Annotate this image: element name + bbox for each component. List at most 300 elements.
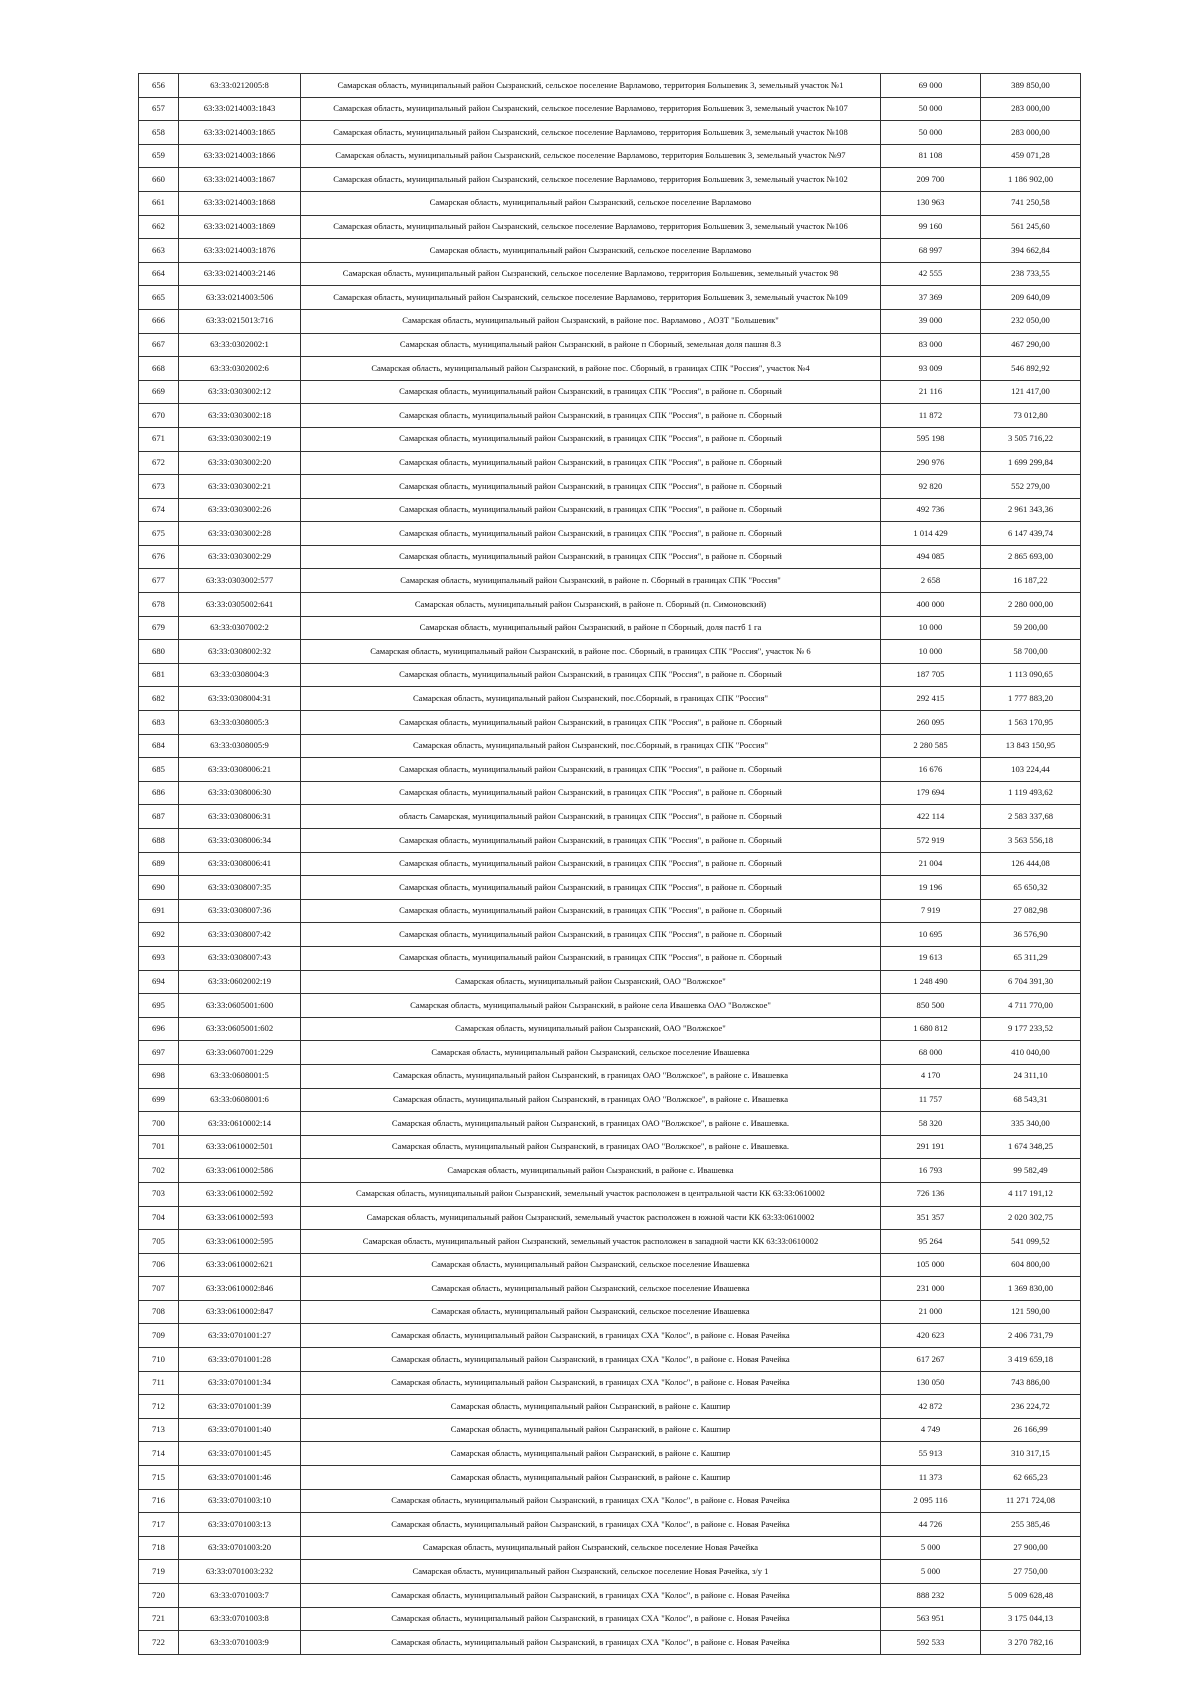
area-cell: 130 050 xyxy=(881,1371,981,1395)
row-number-cell: 658 xyxy=(139,121,179,145)
cadastral-number-cell: 63:33:0610002:595 xyxy=(179,1230,301,1254)
cadastral-number-cell: 63:33:0308007:43 xyxy=(179,946,301,970)
area-cell: 92 820 xyxy=(881,475,981,499)
cadastral-number-cell: 63:33:0303002:28 xyxy=(179,522,301,546)
row-number-cell: 696 xyxy=(139,1017,179,1041)
area-cell: 83 000 xyxy=(881,333,981,357)
address-cell: Самарская область, муниципальный район Сызранский, в границах СПК "Россия", в районе п. Сборный xyxy=(301,475,881,499)
row-number-cell: 720 xyxy=(139,1584,179,1608)
cadastral-value-cell: 3 419 659,18 xyxy=(981,1348,1081,1372)
cadastral-value-cell: 27 750,00 xyxy=(981,1560,1081,1584)
area-cell: 11 757 xyxy=(881,1088,981,1112)
table-row xyxy=(139,1017,1081,1041)
address-cell: Самарская область, муниципальный район Сызранский, сельское поселение Варламово, территория Большевик 3, земельный участок №97 xyxy=(301,144,881,168)
cadastral-value-cell: 255 385,46 xyxy=(981,1513,1081,1537)
table-row xyxy=(139,640,1081,664)
table-row xyxy=(139,663,1081,687)
cadastral-value-cell: 13 843 150,95 xyxy=(981,734,1081,758)
row-number-cell: 681 xyxy=(139,663,179,687)
row-number-cell: 656 xyxy=(139,74,179,98)
address-cell: Самарская область, муниципальный район Сызранский, в районе п. Сборный (п. Симоновский) xyxy=(301,593,881,617)
area-cell: 130 963 xyxy=(881,191,981,215)
row-number-cell: 711 xyxy=(139,1371,179,1395)
area-cell: 21 116 xyxy=(881,380,981,404)
row-number-cell: 679 xyxy=(139,616,179,640)
table-row xyxy=(139,262,1081,286)
address-cell: Самарская область, муниципальный район Сызранский, сельское поселение Варламово xyxy=(301,191,881,215)
table-row xyxy=(139,876,1081,900)
cadastral-number-cell: 63:33:0610002:847 xyxy=(179,1300,301,1324)
cadastral-value-cell: 6 704 391,30 xyxy=(981,970,1081,994)
area-cell: 209 700 xyxy=(881,168,981,192)
cadastral-number-cell: 63:33:0701001:40 xyxy=(179,1418,301,1442)
row-number-cell: 695 xyxy=(139,994,179,1018)
address-cell: Самарская область, муниципальный район Сызранский, в районе п Сборный, земельная доля пашня 8.3 xyxy=(301,333,881,357)
address-cell: Самарская область, муниципальный район Сызранский, пос.Сборный, в границах СПК "Россия" xyxy=(301,734,881,758)
cadastral-value-cell: 1 186 902,00 xyxy=(981,168,1081,192)
address-cell: Самарская область, муниципальный район Сызранский, сельское поселение Варламово, территория Большевик 3, земельный участок №109 xyxy=(301,286,881,310)
cadastral-number-cell: 63:33:0308006:34 xyxy=(179,829,301,853)
table-row xyxy=(139,994,1081,1018)
table-row xyxy=(139,451,1081,475)
address-cell: Самарская область, муниципальный район Сызранский, в границах СХА "Колос", в районе с. Новая Рачейка xyxy=(301,1584,881,1608)
row-number-cell: 716 xyxy=(139,1489,179,1513)
cadastral-number-cell: 63:33:0308007:42 xyxy=(179,923,301,947)
address-cell: Самарская область, муниципальный район Сызранский, ОАО "Волжское" xyxy=(301,970,881,994)
address-cell: Самарская область, муниципальный район Сызранский, сельское поселение Ивашевка xyxy=(301,1277,881,1301)
table-row xyxy=(139,1064,1081,1088)
address-cell: Самарская область, муниципальный район Сызранский, сельское поселение Новая Рачейка, з/у 1 xyxy=(301,1560,881,1584)
area-cell: 42 555 xyxy=(881,262,981,286)
area-cell: 492 736 xyxy=(881,498,981,522)
row-number-cell: 665 xyxy=(139,286,179,310)
table-row xyxy=(139,734,1081,758)
cadastral-value-cell: 1 674 348,25 xyxy=(981,1135,1081,1159)
cadastral-number-cell: 63:33:0608001:6 xyxy=(179,1088,301,1112)
cadastral-value-cell: 27 082,98 xyxy=(981,899,1081,923)
table-row xyxy=(139,498,1081,522)
address-cell: Самарская область, муниципальный район Сызранский, сельское поселение Варламово, территория Большевик 3, земельный участок №1 xyxy=(301,74,881,98)
address-cell: Самарская область, муниципальный район Сызранский, в районе п Сборный, доля пастб 1 га xyxy=(301,616,881,640)
cadastral-number-cell: 63:33:0701001:39 xyxy=(179,1395,301,1419)
row-number-cell: 667 xyxy=(139,333,179,357)
row-number-cell: 698 xyxy=(139,1064,179,1088)
table-row xyxy=(139,829,1081,853)
row-number-cell: 673 xyxy=(139,475,179,499)
address-cell: Самарская область, муниципальный район Сызранский, в границах СХА "Колос", в районе с. Новая Рачейка xyxy=(301,1371,881,1395)
table-row xyxy=(139,427,1081,451)
area-cell: 422 114 xyxy=(881,805,981,829)
cadastral-number-cell: 63:33:0701001:45 xyxy=(179,1442,301,1466)
cadastral-number-cell: 63:33:0303002:20 xyxy=(179,451,301,475)
table-row xyxy=(139,380,1081,404)
address-cell: Самарская область, муниципальный район Сызранский, в границах СПК "Россия", в районе п. Сборный xyxy=(301,380,881,404)
cadastral-value-cell: 126 444,08 xyxy=(981,852,1081,876)
cadastral-value-cell: 3 505 716,22 xyxy=(981,427,1081,451)
address-cell: Самарская область, муниципальный район Сызранский, в границах СПК "Россия", в районе п. Сборный xyxy=(301,946,881,970)
cadastral-number-cell: 63:33:0610002:14 xyxy=(179,1112,301,1136)
cadastral-value-cell: 24 311,10 xyxy=(981,1064,1081,1088)
cadastral-value-cell: 6 147 439,74 xyxy=(981,522,1081,546)
address-cell: Самарская область, муниципальный район Сызранский, в границах СХА "Колос", в районе с. Новая Рачейка xyxy=(301,1513,881,1537)
row-number-cell: 663 xyxy=(139,239,179,263)
row-number-cell: 722 xyxy=(139,1631,179,1655)
address-cell: Самарская область, муниципальный район Сызранский, сельское поселение Ивашевка xyxy=(301,1300,881,1324)
area-cell: 50 000 xyxy=(881,97,981,121)
area-cell: 16 793 xyxy=(881,1159,981,1183)
row-number-cell: 657 xyxy=(139,97,179,121)
area-cell: 68 000 xyxy=(881,1041,981,1065)
cadastral-number-cell: 63:33:0308006:30 xyxy=(179,781,301,805)
row-number-cell: 669 xyxy=(139,380,179,404)
row-number-cell: 664 xyxy=(139,262,179,286)
area-cell: 291 191 xyxy=(881,1135,981,1159)
address-cell: Самарская область, муниципальный район Сызранский, в границах СПК "Россия", в районе п. Сборный xyxy=(301,427,881,451)
cadastral-value-cell: 1 369 830,00 xyxy=(981,1277,1081,1301)
cadastral-value-cell: 68 543,31 xyxy=(981,1088,1081,1112)
table-row xyxy=(139,1466,1081,1490)
area-cell: 494 085 xyxy=(881,545,981,569)
address-cell: Самарская область, муниципальный район Сызранский, в границах СПК "Россия", в районе п. Сборный xyxy=(301,781,881,805)
cadastral-value-cell: 238 733,55 xyxy=(981,262,1081,286)
cadastral-value-cell: 2 961 343,36 xyxy=(981,498,1081,522)
address-cell: Самарская область, муниципальный район Сызранский, в районе с. Кашпир xyxy=(301,1442,881,1466)
area-cell: 42 872 xyxy=(881,1395,981,1419)
row-number-cell: 670 xyxy=(139,404,179,428)
row-number-cell: 661 xyxy=(139,191,179,215)
table-row xyxy=(139,1607,1081,1631)
address-cell: Самарская область, муниципальный район Сызранский, сельское поселение Ивашевка xyxy=(301,1041,881,1065)
address-cell: Самарская область, муниципальный район Сызранский, в границах ОАО "Волжское", в районе с. Ивашевка. xyxy=(301,1112,881,1136)
row-number-cell: 701 xyxy=(139,1135,179,1159)
cadastral-value-cell: 5 009 628,48 xyxy=(981,1584,1081,1608)
table-row xyxy=(139,168,1081,192)
cadastral-number-cell: 63:33:0303002:577 xyxy=(179,569,301,593)
cadastral-value-cell: 11 271 724,08 xyxy=(981,1489,1081,1513)
area-cell: 420 623 xyxy=(881,1324,981,1348)
address-cell: область Самарская, муниципальный район Сызранский, в границах СПК "Россия", в районе п. Сборный xyxy=(301,805,881,829)
row-number-cell: 709 xyxy=(139,1324,179,1348)
table-row xyxy=(139,899,1081,923)
address-cell: Самарская область, муниципальный район Сызранский, в границах ОАО "Волжское", в районе с. Ивашевка. xyxy=(301,1135,881,1159)
area-cell: 5 000 xyxy=(881,1536,981,1560)
area-cell: 11 373 xyxy=(881,1466,981,1490)
area-cell: 292 415 xyxy=(881,687,981,711)
table-row xyxy=(139,569,1081,593)
table-row xyxy=(139,1442,1081,1466)
row-number-cell: 704 xyxy=(139,1206,179,1230)
address-cell: Самарская область, муниципальный район Сызранский, земельный участок расположен в центральной части КК 63:33:0610002 xyxy=(301,1182,881,1206)
cadastral-value-cell: 741 250,58 xyxy=(981,191,1081,215)
area-cell: 179 694 xyxy=(881,781,981,805)
row-number-cell: 710 xyxy=(139,1348,179,1372)
address-cell: Самарская область, муниципальный район Сызранский, в районе п. Сборный в границах СПК "Россия" xyxy=(301,569,881,593)
area-cell: 55 913 xyxy=(881,1442,981,1466)
area-cell: 260 095 xyxy=(881,711,981,735)
table-row xyxy=(139,404,1081,428)
cadastral-value-cell: 209 640,09 xyxy=(981,286,1081,310)
cadastral-value-cell: 2 406 731,79 xyxy=(981,1324,1081,1348)
area-cell: 105 000 xyxy=(881,1253,981,1277)
cadastral-number-cell: 63:33:0212005:8 xyxy=(179,74,301,98)
cadastral-value-cell: 4 711 770,00 xyxy=(981,994,1081,1018)
address-cell: Самарская область, муниципальный район Сызранский, сельское поселение Варламово, территория Большевик 3, земельный участок №107 xyxy=(301,97,881,121)
address-cell: Самарская область, муниципальный район Сызранский, в районе с. Кашпир xyxy=(301,1466,881,1490)
cadastral-number-cell: 63:33:0308004:3 xyxy=(179,663,301,687)
address-cell: Самарская область, муниципальный район Сызранский, сельское поселение Варламово xyxy=(301,239,881,263)
row-number-cell: 697 xyxy=(139,1041,179,1065)
cadastral-number-cell: 63:33:0214003:506 xyxy=(179,286,301,310)
address-cell: Самарская область, муниципальный район Сызранский, в границах СПК "Россия", в районе п. Сборный xyxy=(301,829,881,853)
address-cell: Самарская область, муниципальный район Сызранский, в границах СПК "Россия", в районе п. Сборный xyxy=(301,923,881,947)
cadastral-number-cell: 63:33:0214003:1865 xyxy=(179,121,301,145)
table-row xyxy=(139,144,1081,168)
address-cell: Самарская область, муниципальный район Сызранский, сельское поселение Варламово, территория Большевик 3, земельный участок №102 xyxy=(301,168,881,192)
row-number-cell: 700 xyxy=(139,1112,179,1136)
address-cell: Самарская область, муниципальный район Сызранский, в границах СПК "Россия", в районе п. Сборный xyxy=(301,711,881,735)
row-number-cell: 662 xyxy=(139,215,179,239)
cadastral-number-cell: 63:33:0610002:586 xyxy=(179,1159,301,1183)
land-plots-table xyxy=(138,73,1081,1655)
area-cell: 1 014 429 xyxy=(881,522,981,546)
address-cell: Самарская область, муниципальный район Сызранский, в районе с. Ивашевка xyxy=(301,1159,881,1183)
cadastral-number-cell: 63:33:0214003:1843 xyxy=(179,97,301,121)
row-number-cell: 677 xyxy=(139,569,179,593)
address-cell: Самарская область, муниципальный район Сызранский, сельское поселение Варламово, территория Большевик, земельный участок 98 xyxy=(301,262,881,286)
row-number-cell: 719 xyxy=(139,1560,179,1584)
cadastral-value-cell: 1 777 883,20 xyxy=(981,687,1081,711)
cadastral-value-cell: 467 290,00 xyxy=(981,333,1081,357)
area-cell: 19 196 xyxy=(881,876,981,900)
area-cell: 16 676 xyxy=(881,758,981,782)
area-cell: 231 000 xyxy=(881,1277,981,1301)
cadastral-number-cell: 63:33:0214003:2146 xyxy=(179,262,301,286)
table-row xyxy=(139,1112,1081,1136)
cadastral-number-cell: 63:33:0610002:592 xyxy=(179,1182,301,1206)
address-cell: Самарская область, муниципальный район Сызранский, в границах СПК "Россия", в районе п. Сборный xyxy=(301,899,881,923)
address-cell: Самарская область, муниципальный район Сызранский, в районе пос. Сборный, в границах СПК "Россия", участок №4 xyxy=(301,357,881,381)
row-number-cell: 676 xyxy=(139,545,179,569)
table-row xyxy=(139,475,1081,499)
address-cell: Самарская область, муниципальный район Сызранский, в районе с. Кашпир xyxy=(301,1418,881,1442)
table-row xyxy=(139,946,1081,970)
area-cell: 21 004 xyxy=(881,852,981,876)
address-cell: Самарская область, муниципальный район Сызранский, в районе пос. Сборный, в границах СПК "Россия", участок № 6 xyxy=(301,640,881,664)
table-row xyxy=(139,121,1081,145)
cadastral-number-cell: 63:33:0701003:13 xyxy=(179,1513,301,1537)
row-number-cell: 682 xyxy=(139,687,179,711)
cadastral-value-cell: 36 576,90 xyxy=(981,923,1081,947)
address-cell: Самарская область, муниципальный район Сызранский, в границах СХА "Колос", в районе с. Новая Рачейка xyxy=(301,1607,881,1631)
table-row xyxy=(139,74,1081,98)
row-number-cell: 666 xyxy=(139,309,179,333)
cadastral-value-cell: 9 177 233,52 xyxy=(981,1017,1081,1041)
cadastral-value-cell: 389 850,00 xyxy=(981,74,1081,98)
table-row xyxy=(139,805,1081,829)
row-number-cell: 685 xyxy=(139,758,179,782)
cadastral-value-cell: 310 317,15 xyxy=(981,1442,1081,1466)
area-cell: 592 533 xyxy=(881,1631,981,1655)
table-row xyxy=(139,333,1081,357)
address-cell: Самарская область, муниципальный район Сызранский, в границах СПК "Россия", в районе п. Сборный xyxy=(301,852,881,876)
table-row xyxy=(139,1489,1081,1513)
table-row xyxy=(139,1536,1081,1560)
area-cell: 5 000 xyxy=(881,1560,981,1584)
row-number-cell: 694 xyxy=(139,970,179,994)
area-cell: 563 951 xyxy=(881,1607,981,1631)
cadastral-value-cell: 604 800,00 xyxy=(981,1253,1081,1277)
area-cell: 7 919 xyxy=(881,899,981,923)
cadastral-value-cell: 99 582,49 xyxy=(981,1159,1081,1183)
cadastral-value-cell: 541 099,52 xyxy=(981,1230,1081,1254)
table-row xyxy=(139,758,1081,782)
cadastral-number-cell: 63:33:0214003:1868 xyxy=(179,191,301,215)
cadastral-number-cell: 63:33:0701001:27 xyxy=(179,1324,301,1348)
cadastral-value-cell: 236 224,72 xyxy=(981,1395,1081,1419)
address-cell: Самарская область, муниципальный район Сызранский, в границах СПК "Россия", в районе п. Сборный xyxy=(301,758,881,782)
cadastral-number-cell: 63:33:0607001:229 xyxy=(179,1041,301,1065)
cadastral-number-cell: 63:33:0308007:36 xyxy=(179,899,301,923)
cadastral-value-cell: 552 279,00 xyxy=(981,475,1081,499)
cadastral-number-cell: 63:33:0701003:20 xyxy=(179,1536,301,1560)
table-row xyxy=(139,593,1081,617)
row-number-cell: 660 xyxy=(139,168,179,192)
table-body xyxy=(139,74,1081,1655)
area-cell: 93 009 xyxy=(881,357,981,381)
cadastral-number-cell: 63:33:0605001:602 xyxy=(179,1017,301,1041)
table-row xyxy=(139,1206,1081,1230)
address-cell: Самарская область, муниципальный район Сызранский, в границах СПК "Россия", в районе п. Сборный xyxy=(301,876,881,900)
cadastral-value-cell: 335 340,00 xyxy=(981,1112,1081,1136)
table-row xyxy=(139,97,1081,121)
cadastral-number-cell: 63:33:0214003:1866 xyxy=(179,144,301,168)
cadastral-value-cell: 121 417,00 xyxy=(981,380,1081,404)
area-cell: 351 357 xyxy=(881,1206,981,1230)
cadastral-number-cell: 63:33:0701003:8 xyxy=(179,1607,301,1631)
cadastral-number-cell: 63:33:0701001:46 xyxy=(179,1466,301,1490)
area-cell: 10 695 xyxy=(881,923,981,947)
address-cell: Самарская область, муниципальный район Сызранский, в районе пос. Варламово , АОЗТ "Большевик" xyxy=(301,309,881,333)
cadastral-number-cell: 63:33:0701003:10 xyxy=(179,1489,301,1513)
table-row xyxy=(139,545,1081,569)
address-cell: Самарская область, муниципальный район Сызранский, в границах СХА "Колос", в районе с. Новая Рачейка xyxy=(301,1348,881,1372)
area-cell: 1 680 812 xyxy=(881,1017,981,1041)
area-cell: 2 280 585 xyxy=(881,734,981,758)
address-cell: Самарская область, муниципальный район Сызранский, сельское поселение Варламово, территория Большевик 3, земельный участок №108 xyxy=(301,121,881,145)
row-number-cell: 707 xyxy=(139,1277,179,1301)
row-number-cell: 675 xyxy=(139,522,179,546)
address-cell: Самарская область, муниципальный район Сызранский, в границах ОАО "Волжское", в районе с. Ивашевка xyxy=(301,1064,881,1088)
table-row xyxy=(139,1230,1081,1254)
cadastral-value-cell: 65 650,32 xyxy=(981,876,1081,900)
cadastral-number-cell: 63:33:0302002:1 xyxy=(179,333,301,357)
area-cell: 10 000 xyxy=(881,616,981,640)
area-cell: 2 658 xyxy=(881,569,981,593)
cadastral-number-cell: 63:33:0214003:1876 xyxy=(179,239,301,263)
cadastral-number-cell: 63:33:0308006:31 xyxy=(179,805,301,829)
address-cell: Самарская область, муниципальный район Сызранский, в границах СПК "Россия", в районе п. Сборный xyxy=(301,451,881,475)
cadastral-number-cell: 63:33:0303002:12 xyxy=(179,380,301,404)
row-number-cell: 691 xyxy=(139,899,179,923)
cadastral-number-cell: 63:33:0610002:846 xyxy=(179,1277,301,1301)
cadastral-number-cell: 63:33:0308005:3 xyxy=(179,711,301,735)
area-cell: 595 198 xyxy=(881,427,981,451)
cadastral-number-cell: 63:33:0308007:35 xyxy=(179,876,301,900)
cadastral-value-cell: 3 270 782,16 xyxy=(981,1631,1081,1655)
address-cell: Самарская область, муниципальный район Сызранский, в границах СПК "Россия", в районе п. Сборный xyxy=(301,522,881,546)
cadastral-value-cell: 4 117 191,12 xyxy=(981,1182,1081,1206)
row-number-cell: 672 xyxy=(139,451,179,475)
row-number-cell: 721 xyxy=(139,1607,179,1631)
cadastral-number-cell: 63:33:0303002:19 xyxy=(179,427,301,451)
row-number-cell: 717 xyxy=(139,1513,179,1537)
cadastral-value-cell: 2 865 693,00 xyxy=(981,545,1081,569)
row-number-cell: 708 xyxy=(139,1300,179,1324)
row-number-cell: 702 xyxy=(139,1159,179,1183)
table-row xyxy=(139,1631,1081,1655)
row-number-cell: 706 xyxy=(139,1253,179,1277)
cadastral-value-cell: 27 900,00 xyxy=(981,1536,1081,1560)
table-row xyxy=(139,1300,1081,1324)
cadastral-number-cell: 63:33:0610002:593 xyxy=(179,1206,301,1230)
address-cell: Самарская область, муниципальный район Сызранский, в границах СПК "Россия", в районе п. Сборный xyxy=(301,498,881,522)
row-number-cell: 687 xyxy=(139,805,179,829)
cadastral-number-cell: 63:33:0610002:501 xyxy=(179,1135,301,1159)
cadastral-number-cell: 63:33:0605001:600 xyxy=(179,994,301,1018)
area-cell: 617 267 xyxy=(881,1348,981,1372)
table-row xyxy=(139,1513,1081,1537)
row-number-cell: 659 xyxy=(139,144,179,168)
area-cell: 19 613 xyxy=(881,946,981,970)
area-cell: 11 872 xyxy=(881,404,981,428)
area-cell: 572 919 xyxy=(881,829,981,853)
cadastral-value-cell: 121 590,00 xyxy=(981,1300,1081,1324)
row-number-cell: 680 xyxy=(139,640,179,664)
table-row xyxy=(139,309,1081,333)
area-cell: 2 095 116 xyxy=(881,1489,981,1513)
table-row xyxy=(139,239,1081,263)
cadastral-value-cell: 1 119 493,62 xyxy=(981,781,1081,805)
table-row xyxy=(139,215,1081,239)
row-number-cell: 686 xyxy=(139,781,179,805)
table-row xyxy=(139,1560,1081,1584)
cadastral-number-cell: 63:33:0701003:232 xyxy=(179,1560,301,1584)
row-number-cell: 712 xyxy=(139,1395,179,1419)
table-row xyxy=(139,1277,1081,1301)
table-row xyxy=(139,357,1081,381)
cadastral-value-cell: 2 280 000,00 xyxy=(981,593,1081,617)
area-cell: 726 136 xyxy=(881,1182,981,1206)
row-number-cell: 715 xyxy=(139,1466,179,1490)
table-row xyxy=(139,1324,1081,1348)
cadastral-value-cell: 1 113 090,65 xyxy=(981,663,1081,687)
area-cell: 81 108 xyxy=(881,144,981,168)
area-cell: 99 160 xyxy=(881,215,981,239)
address-cell: Самарская область, муниципальный район Сызранский, в районе с. Кашпир xyxy=(301,1395,881,1419)
cadastral-number-cell: 63:33:0308002:32 xyxy=(179,640,301,664)
address-cell: Самарская область, муниципальный район Сызранский, сельское поселение Ивашевка xyxy=(301,1253,881,1277)
row-number-cell: 684 xyxy=(139,734,179,758)
area-cell: 888 232 xyxy=(881,1584,981,1608)
row-number-cell: 705 xyxy=(139,1230,179,1254)
cadastral-number-cell: 63:33:0308006:21 xyxy=(179,758,301,782)
table-row xyxy=(139,852,1081,876)
row-number-cell: 699 xyxy=(139,1088,179,1112)
address-cell: Самарская область, муниципальный район Сызранский, в границах СПК "Россия", в районе п. Сборный xyxy=(301,404,881,428)
row-number-cell: 688 xyxy=(139,829,179,853)
address-cell: Самарская область, муниципальный район Сызранский, пос.Сборный, в границах СПК "Россия" xyxy=(301,687,881,711)
cadastral-number-cell: 63:33:0307002:2 xyxy=(179,616,301,640)
